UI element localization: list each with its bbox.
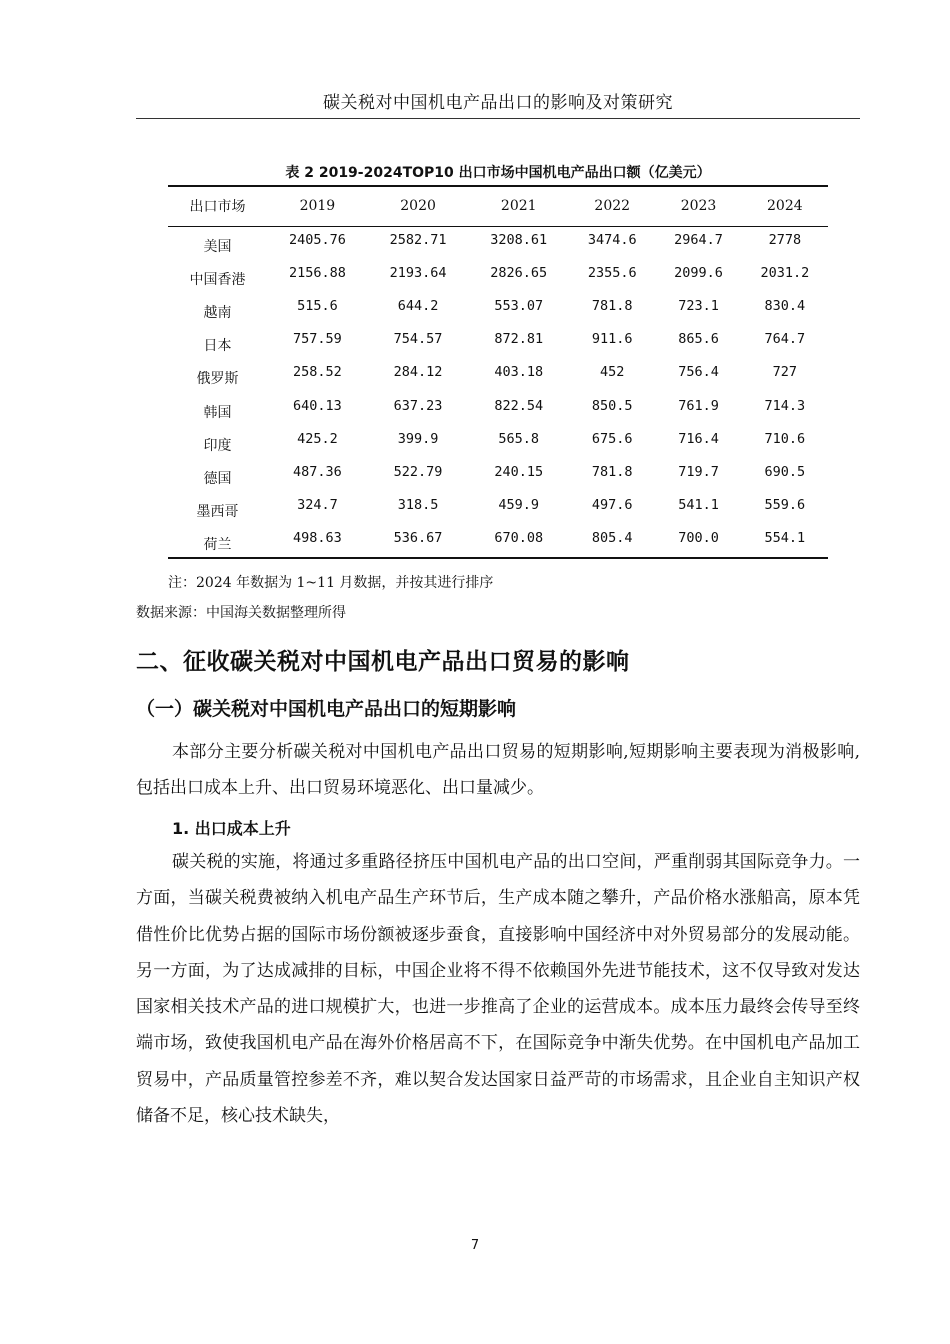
value-cell: 710.6 xyxy=(764,430,806,447)
value-cell: 284.12 xyxy=(393,364,443,381)
value-cell: 872.81 xyxy=(494,331,544,348)
value-cell: 675.6 xyxy=(591,430,633,447)
value-cell: 399.9 xyxy=(397,430,439,447)
value-cell: 754.57 xyxy=(393,331,443,348)
value-cell: 2582.71 xyxy=(389,231,447,248)
market-cell: 德国 xyxy=(203,470,232,487)
value-cell: 559.6 xyxy=(764,497,806,514)
value-cell: 3474.6 xyxy=(587,231,637,248)
subsection-heading: （一）碳关税对中国机电产品出口的短期影响 xyxy=(136,698,517,720)
value-cell: 565.8 xyxy=(498,430,540,447)
table-header-row xyxy=(168,186,828,226)
market-cell: 中国香港 xyxy=(189,271,246,288)
market-cell: 印度 xyxy=(203,437,232,454)
value-cell: 324.7 xyxy=(297,497,338,514)
value-cell: 452 xyxy=(600,364,625,381)
value-cell: 553.07 xyxy=(494,297,544,314)
value-cell: 541.1 xyxy=(678,497,719,514)
value-cell: 2826.65 xyxy=(490,264,548,281)
item-heading: 1. 出口成本上升 xyxy=(172,819,291,838)
table-row xyxy=(168,326,828,359)
value-cell: 2099.6 xyxy=(674,264,723,281)
value-cell: 714.3 xyxy=(764,397,806,414)
value-cell: 727 xyxy=(772,364,798,381)
value-cell: 487.36 xyxy=(293,463,342,480)
value-cell: 3208.61 xyxy=(490,231,548,248)
section-heading: 二、征收碳关税对中国机电产品出口贸易的影响 xyxy=(136,649,630,675)
value-cell: 822.54 xyxy=(494,397,544,414)
column-header: 出口市场 xyxy=(168,186,267,226)
value-cell: 403.18 xyxy=(494,364,544,381)
table-row xyxy=(168,359,828,392)
value-cell: 865.6 xyxy=(678,331,719,348)
value-cell: 2156.88 xyxy=(288,264,346,281)
value-cell: 781.8 xyxy=(591,463,633,480)
value-cell: 258.52 xyxy=(293,364,342,381)
value-cell: 2778 xyxy=(768,231,802,248)
value-cell: 761.9 xyxy=(678,397,719,414)
value-cell: 536.67 xyxy=(368,525,469,558)
value-cell: 318.5 xyxy=(397,497,439,514)
column-header: 2020 xyxy=(368,186,469,226)
value-cell: 2193.64 xyxy=(389,264,447,281)
value-cell: 515.6 xyxy=(297,297,338,314)
data-source: 数据来源：中国海关数据整理所得 xyxy=(136,605,346,621)
column-header: 2022 xyxy=(569,186,655,226)
value-cell: 850.5 xyxy=(591,397,633,414)
header-divider xyxy=(136,118,860,119)
table-row xyxy=(168,425,828,458)
market-cell: 日本 xyxy=(203,338,232,355)
market-cell: 越南 xyxy=(203,304,232,321)
value-cell: 2964.7 xyxy=(674,231,723,248)
market-cell: 美国 xyxy=(203,238,232,255)
value-cell: 459.9 xyxy=(498,497,540,514)
market-cell: 韩国 xyxy=(203,404,232,421)
value-cell: 781.8 xyxy=(591,297,633,314)
table-row xyxy=(168,259,828,292)
table-row xyxy=(168,226,828,259)
value-cell: 757.59 xyxy=(293,331,342,348)
column-header: 2023 xyxy=(655,186,741,226)
value-cell: 498.63 xyxy=(267,525,368,558)
body-paragraph: 碳关税的实施，将通过多重路径挤压中国机电产品的出口空间，严重削弱其国际竞争力。一方面，当碳关税费被纳入机电产品生产环节后，生产成本随之攀升，产品价格水涨船高，原本凭借性价比优势占据的国际市场份额被逐步蚕食，直接影响中国经济中对外贸易部分的发展动能。另一方面，为了达成减排的目标，中国企业将不得不依赖国外先进节能技术，这不仅导致对发达国家相关技术产品的进口规模扩大，也进一步推高了企业的运营成本。成本压力最终会传导至终端市场，致使我国机电产品在海外价格居高不下，在国际竞争中渐失优势。在中国机电产品加工贸易中，产品质量管控参差不齐，难以契合发达国家日益严苛的市场需求，且企业自主知识产权储备不足，核心技术缺失， xyxy=(136,852,860,1127)
value-cell: 723.1 xyxy=(678,297,719,314)
value-cell: 756.4 xyxy=(678,364,719,381)
value-cell: 2031.2 xyxy=(760,264,810,281)
table-row xyxy=(168,392,828,425)
value-cell: 670.08 xyxy=(468,525,569,558)
value-cell: 716.4 xyxy=(678,430,719,447)
table-row xyxy=(168,525,828,558)
running-header: 碳关税对中国机电产品出口的影响及对策研究 xyxy=(323,93,673,113)
page-number: 7 xyxy=(470,1238,480,1253)
value-cell: 497.6 xyxy=(591,497,633,514)
table-caption: 表 2 2019-2024TOP10 出口市场中国机电产品出口额（亿美元） xyxy=(285,165,711,181)
table-note: 注：2024 年数据为 1~11 月数据，并按其进行排序 xyxy=(168,575,494,591)
value-cell: 690.5 xyxy=(764,463,806,480)
column-header: 2021 xyxy=(468,186,569,226)
value-cell: 2405.76 xyxy=(288,231,346,248)
value-cell: 2355.6 xyxy=(587,264,637,281)
value-cell: 764.7 xyxy=(764,331,806,348)
export-table xyxy=(168,185,828,559)
column-header: 2024 xyxy=(742,186,828,226)
value-cell: 700.0 xyxy=(655,525,741,558)
value-cell: 911.6 xyxy=(591,331,633,348)
value-cell: 640.13 xyxy=(293,397,342,414)
value-cell: 805.4 xyxy=(569,525,655,558)
table-row xyxy=(168,458,828,491)
value-cell: 719.7 xyxy=(678,463,719,480)
column-header: 2019 xyxy=(267,186,368,226)
intro-paragraph: 本部分主要分析碳关税对中国机电产品出口贸易的短期影响,短期影响主要表现为消极影响,包括出口成本上升、出口贸易环境恶化、出口量减少。 xyxy=(136,742,860,799)
market-cell: 荷兰 xyxy=(168,525,267,558)
value-cell: 830.4 xyxy=(764,297,806,314)
table-row xyxy=(168,492,828,525)
table-row xyxy=(168,292,828,325)
market-cell: 俄罗斯 xyxy=(196,371,239,388)
market-cell: 墨西哥 xyxy=(196,504,239,521)
value-cell: 554.1 xyxy=(742,525,828,558)
value-cell: 425.2 xyxy=(297,430,338,447)
value-cell: 637.23 xyxy=(393,397,443,414)
value-cell: 522.79 xyxy=(393,463,443,480)
value-cell: 240.15 xyxy=(494,463,544,480)
value-cell: 644.2 xyxy=(397,297,439,314)
